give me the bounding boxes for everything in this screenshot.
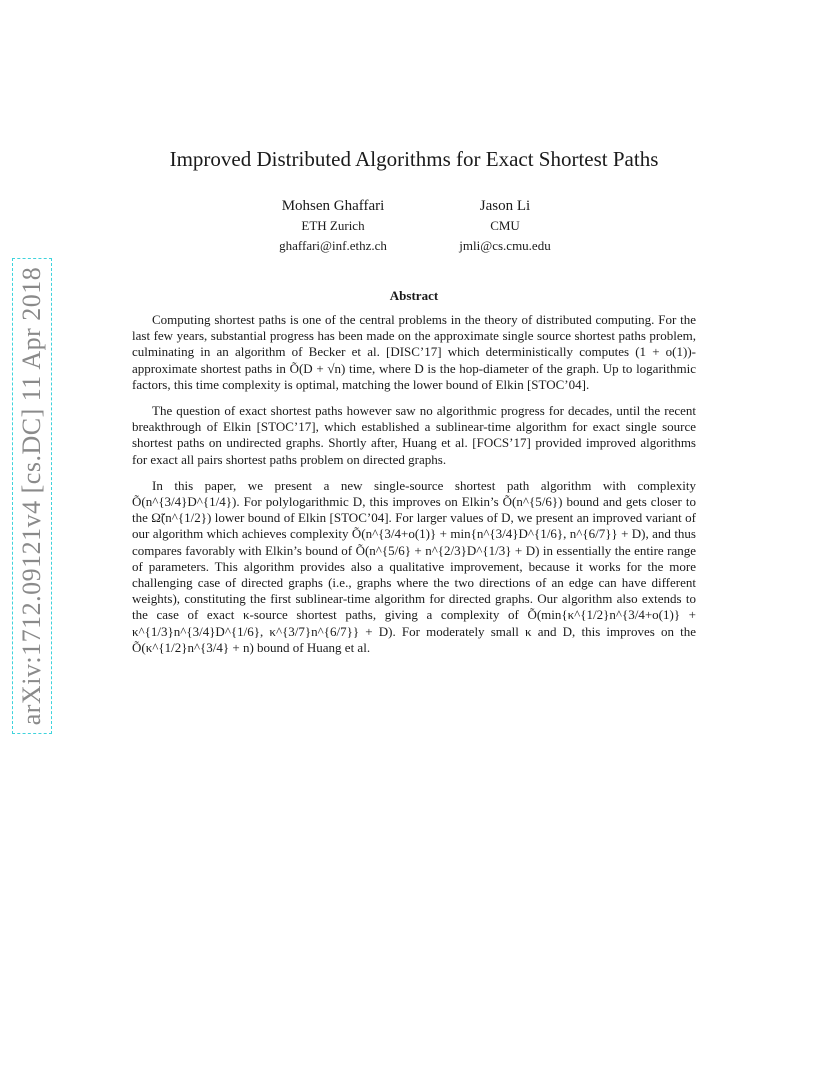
abstract-paragraph: In this paper, we present a new single-source shortest path algorithm with complexity Õ(n^{3/4}D^{1/4}). For polylogarithmic D, this improves on Elkin’s Õ(n^{5/6}) bound and gets closer to the Ω̃(n^{1/2}) lower bound of Elkin [STOC’04]. For larger values of D, we present an improved variant of our algorithm which achieves complexity Õ(n^{3/4+o(1)} + min{n^{3/4}D^{1/6}, n^{6/7}} + D), and thus compares favorably with Elkin’s bound of Õ(n^{5/6} + n^{2/3}D^{1/3} + D) in essentially the entire range of parameters. This algorithm provides also a qualitative improvement, because it works for the more challenging case of directed graphs (i.e., graphs where the two directions of an edge can have different weights), constituting the first sublinear-time algorithm for directed graphs. Our algorithm also extends to the case of exact κ-source shortest paths, giving a complexity of Õ(min{κ^{1/2}n^{3/4+o(1)} + κ^{1/3}n^{3/4}D^{1/6}, κ^{3/7}n^{6/7}} + D). For moderately small κ and D, this improves on the Õ(κ^{1/2}n^{3/4} + n) bound of Huang et al. [132,477,696,655]
abstract-paragraph: Computing shortest paths is one of the central problems in the theory of distributed computing. For the last few years, substantial progress has been made on the approximate single source shortest paths problem, culminating in an algorithm of Becker et al. [DISC’17] which deterministically computes (1 + o(1))-approximate shortest paths in Õ(D + √n) time, where D is the hop-diameter of the graph. Up to logarithmic factors, this time complexity is optimal, matching the lower bound of Elkin [STOC’04]. [132,312,696,392]
arxiv-identifier: arXiv:1712.09121v4 [cs.DC] 11 Apr 2018 [17,266,46,726]
arxiv-sidebar-stamp [12,258,52,734]
author-name: Mohsen Ghaffari [281,198,385,214]
paper-title: Improved Distributed Algorithms for Exact Shortest Paths [169,147,659,171]
author-block [435,196,575,256]
author-affiliation: CMU [490,218,520,233]
author-affiliation: ETH Zurich [301,218,365,233]
abstract-body [132,312,696,666]
abstract-heading: Abstract [389,288,439,303]
author-block [258,196,408,256]
abstract-paragraph: The question of exact shortest paths however saw no algorithmic progress for decades, until the recent breakthrough of Elkin [STOC’17], which established a sublinear-time algorithm for exact single source shortest paths on undirected graphs. Shortly after, Huang et al. [FOCS’17] provided improved algorithms for exact all pairs shortest paths problem on directed graphs. [132,403,696,467]
author-name: Jason Li [479,198,531,214]
author-email: jmli@cs.cmu.edu [459,238,551,253]
author-email: ghaffari@inf.ethz.ch [279,238,387,253]
